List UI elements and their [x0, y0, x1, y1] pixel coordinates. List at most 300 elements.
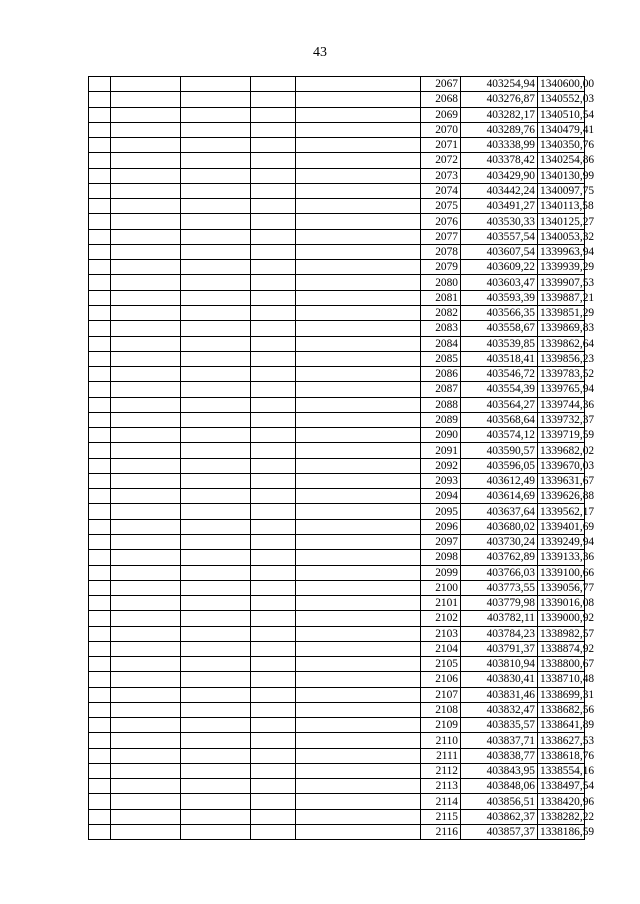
table-row — [89, 214, 585, 229]
table-row — [89, 596, 585, 611]
empty-cell — [111, 351, 181, 366]
point-number-cell: 2073 — [421, 168, 461, 183]
empty-cell — [181, 351, 251, 366]
empty-cell — [181, 122, 251, 137]
x-coordinate-cell: 403862,37 — [461, 809, 538, 824]
y-coordinate-cell: 1338800,67 — [538, 657, 585, 672]
y-coordinate-cell: 1339744,36 — [538, 397, 585, 412]
empty-cell — [251, 580, 296, 595]
table-row — [89, 657, 585, 672]
empty-cell — [111, 504, 181, 519]
empty-cell — [296, 229, 421, 244]
table-row — [89, 183, 585, 198]
point-number-cell: 2096 — [421, 519, 461, 534]
point-number-cell: 2103 — [421, 626, 461, 641]
empty-cell — [89, 580, 111, 595]
empty-cell — [181, 534, 251, 549]
y-coordinate-cell: 1339562,17 — [538, 504, 585, 519]
empty-cell — [296, 122, 421, 137]
empty-cell — [296, 580, 421, 595]
empty-cell — [111, 428, 181, 443]
empty-cell — [111, 809, 181, 824]
empty-cell — [111, 641, 181, 656]
empty-cell — [296, 92, 421, 107]
empty-cell — [181, 397, 251, 412]
table-row — [89, 534, 585, 549]
empty-cell — [251, 397, 296, 412]
x-coordinate-cell: 403762,89 — [461, 550, 538, 565]
empty-cell — [111, 122, 181, 137]
empty-cell — [296, 596, 421, 611]
empty-cell — [181, 214, 251, 229]
empty-cell — [251, 641, 296, 656]
empty-cell — [181, 443, 251, 458]
empty-cell — [111, 702, 181, 717]
empty-cell — [181, 336, 251, 351]
empty-cell — [111, 672, 181, 687]
point-number-cell: 2102 — [421, 611, 461, 626]
y-coordinate-cell: 1338874,92 — [538, 641, 585, 656]
empty-cell — [296, 397, 421, 412]
y-coordinate-cell: 1339765,94 — [538, 382, 585, 397]
table-row — [89, 748, 585, 763]
point-number-cell: 2081 — [421, 290, 461, 305]
point-number-cell: 2092 — [421, 458, 461, 473]
point-number-cell: 2094 — [421, 489, 461, 504]
table-row — [89, 641, 585, 656]
empty-cell — [181, 138, 251, 153]
table-row — [89, 458, 585, 473]
y-coordinate-cell: 1339856,23 — [538, 351, 585, 366]
point-number-cell: 2070 — [421, 122, 461, 137]
empty-cell — [251, 687, 296, 702]
empty-cell — [181, 718, 251, 733]
table-row — [89, 733, 585, 748]
y-coordinate-cell: 1338627,53 — [538, 733, 585, 748]
x-coordinate-cell: 403546,72 — [461, 367, 538, 382]
empty-cell — [251, 443, 296, 458]
table-row — [89, 580, 585, 595]
point-number-cell: 2069 — [421, 107, 461, 122]
table-row — [89, 229, 585, 244]
empty-cell — [181, 367, 251, 382]
y-coordinate-cell: 1338641,89 — [538, 718, 585, 733]
x-coordinate-cell: 403568,64 — [461, 412, 538, 427]
x-coordinate-cell: 403530,33 — [461, 214, 538, 229]
empty-cell — [251, 382, 296, 397]
empty-cell — [251, 214, 296, 229]
y-coordinate-cell: 1339719,59 — [538, 428, 585, 443]
empty-cell — [296, 153, 421, 168]
x-coordinate-cell: 403838,77 — [461, 748, 538, 763]
table-row — [89, 290, 585, 305]
empty-cell — [181, 641, 251, 656]
empty-cell — [251, 305, 296, 320]
empty-cell — [296, 260, 421, 275]
empty-cell — [181, 657, 251, 672]
empty-cell — [296, 718, 421, 733]
table-row — [89, 779, 585, 794]
coordinates-table-body — [89, 77, 595, 840]
x-coordinate-cell: 403830,41 — [461, 672, 538, 687]
point-number-cell: 2097 — [421, 534, 461, 549]
empty-cell — [251, 672, 296, 687]
y-coordinate-cell: 1339056,77 — [538, 580, 585, 595]
y-coordinate-cell: 1339670,03 — [538, 458, 585, 473]
empty-cell — [181, 825, 251, 840]
empty-cell — [111, 397, 181, 412]
empty-cell — [111, 92, 181, 107]
empty-cell — [181, 321, 251, 336]
empty-cell — [89, 153, 111, 168]
table-row — [89, 565, 585, 580]
empty-cell — [181, 504, 251, 519]
table-row — [89, 321, 585, 336]
empty-cell — [89, 443, 111, 458]
empty-cell — [251, 702, 296, 717]
empty-cell — [251, 367, 296, 382]
table-row — [89, 275, 585, 290]
empty-cell — [111, 489, 181, 504]
empty-cell — [89, 779, 111, 794]
empty-cell — [89, 229, 111, 244]
x-coordinate-cell: 403782,11 — [461, 611, 538, 626]
table-row — [89, 626, 585, 641]
empty-cell — [296, 763, 421, 778]
empty-cell — [181, 794, 251, 809]
table-row — [89, 687, 585, 702]
empty-cell — [111, 473, 181, 488]
empty-cell — [296, 107, 421, 122]
x-coordinate-cell: 403856,51 — [461, 794, 538, 809]
table-row — [89, 122, 585, 137]
point-number-cell: 2083 — [421, 321, 461, 336]
empty-cell — [296, 77, 421, 92]
page-number: 43 — [313, 45, 327, 60]
empty-cell — [111, 260, 181, 275]
point-number-cell: 2089 — [421, 412, 461, 427]
empty-cell — [181, 702, 251, 717]
point-number-cell: 2067 — [421, 77, 461, 92]
table-row — [89, 107, 585, 122]
empty-cell — [251, 473, 296, 488]
x-coordinate-cell: 403557,54 — [461, 229, 538, 244]
empty-cell — [181, 199, 251, 214]
point-number-cell: 2095 — [421, 504, 461, 519]
y-coordinate-cell: 1339869,83 — [538, 321, 585, 336]
empty-cell — [296, 504, 421, 519]
empty-cell — [111, 321, 181, 336]
x-coordinate-cell: 403857,37 — [461, 825, 538, 840]
empty-cell — [181, 489, 251, 504]
empty-cell — [251, 168, 296, 183]
x-coordinate-cell: 403832,47 — [461, 702, 538, 717]
point-number-cell: 2110 — [421, 733, 461, 748]
empty-cell — [296, 519, 421, 534]
table-row — [89, 77, 585, 92]
empty-cell — [111, 748, 181, 763]
empty-cell — [181, 809, 251, 824]
empty-cell — [251, 138, 296, 153]
x-coordinate-cell: 403254,94 — [461, 77, 538, 92]
x-coordinate-cell: 403566,35 — [461, 305, 538, 320]
point-number-cell: 2116 — [421, 825, 461, 840]
point-number-cell: 2071 — [421, 138, 461, 153]
empty-cell — [251, 458, 296, 473]
empty-cell — [111, 657, 181, 672]
x-coordinate-cell: 403766,03 — [461, 565, 538, 580]
empty-cell — [296, 321, 421, 336]
empty-cell — [181, 153, 251, 168]
empty-cell — [251, 260, 296, 275]
point-number-cell: 2111 — [421, 748, 461, 763]
empty-cell — [251, 626, 296, 641]
empty-cell — [89, 77, 111, 92]
empty-cell — [111, 611, 181, 626]
empty-cell — [296, 244, 421, 259]
empty-cell — [111, 275, 181, 290]
empty-cell — [111, 183, 181, 198]
point-number-cell: 2100 — [421, 580, 461, 595]
empty-cell — [251, 763, 296, 778]
empty-cell — [89, 168, 111, 183]
point-number-cell: 2109 — [421, 718, 461, 733]
point-number-cell: 2088 — [421, 397, 461, 412]
empty-cell — [89, 596, 111, 611]
table-row — [89, 92, 585, 107]
table-row — [89, 168, 585, 183]
y-coordinate-cell: 1338186,59 — [538, 825, 585, 840]
empty-cell — [181, 611, 251, 626]
point-number-cell: 2077 — [421, 229, 461, 244]
empty-cell — [181, 382, 251, 397]
empty-cell — [89, 473, 111, 488]
empty-cell — [296, 550, 421, 565]
x-coordinate-cell: 403276,87 — [461, 92, 538, 107]
empty-cell — [89, 290, 111, 305]
y-coordinate-cell: 1339963,94 — [538, 244, 585, 259]
table-row — [89, 672, 585, 687]
empty-cell — [89, 718, 111, 733]
empty-cell — [296, 138, 421, 153]
empty-cell — [89, 519, 111, 534]
empty-cell — [251, 825, 296, 840]
table-row — [89, 611, 585, 626]
empty-cell — [181, 763, 251, 778]
y-coordinate-cell: 1339133,36 — [538, 550, 585, 565]
empty-cell — [89, 672, 111, 687]
x-coordinate-cell: 403609,22 — [461, 260, 538, 275]
empty-cell — [111, 718, 181, 733]
empty-cell — [89, 763, 111, 778]
x-coordinate-cell: 403593,39 — [461, 290, 538, 305]
empty-cell — [111, 412, 181, 427]
table-row — [89, 153, 585, 168]
x-coordinate-cell: 403835,57 — [461, 718, 538, 733]
y-coordinate-cell: 1340254,86 — [538, 153, 585, 168]
y-coordinate-cell: 1339682,02 — [538, 443, 585, 458]
point-number-cell: 2087 — [421, 382, 461, 397]
x-coordinate-cell: 403848,06 — [461, 779, 538, 794]
empty-cell — [296, 214, 421, 229]
empty-cell — [181, 244, 251, 259]
y-coordinate-cell: 1339631,67 — [538, 473, 585, 488]
table-row — [89, 473, 585, 488]
empty-cell — [181, 626, 251, 641]
empty-cell — [251, 779, 296, 794]
empty-cell — [111, 214, 181, 229]
table-row — [89, 260, 585, 275]
table-row — [89, 809, 585, 824]
point-number-cell: 2078 — [421, 244, 461, 259]
y-coordinate-cell: 1340113,58 — [538, 199, 585, 214]
x-coordinate-cell: 403518,41 — [461, 351, 538, 366]
point-number-cell: 2093 — [421, 473, 461, 488]
empty-cell — [89, 351, 111, 366]
empty-cell — [89, 687, 111, 702]
empty-cell — [111, 382, 181, 397]
y-coordinate-cell: 1338497,54 — [538, 779, 585, 794]
table-row — [89, 763, 585, 778]
table-row — [89, 397, 585, 412]
point-number-cell: 2115 — [421, 809, 461, 824]
x-coordinate-cell: 403614,69 — [461, 489, 538, 504]
empty-cell — [251, 321, 296, 336]
x-coordinate-cell: 403539,85 — [461, 336, 538, 351]
point-number-cell: 2099 — [421, 565, 461, 580]
y-coordinate-cell: 1339939,29 — [538, 260, 585, 275]
empty-cell — [296, 687, 421, 702]
empty-cell — [111, 687, 181, 702]
x-coordinate-cell: 403596,05 — [461, 458, 538, 473]
empty-cell — [89, 138, 111, 153]
empty-cell — [181, 290, 251, 305]
empty-cell — [181, 733, 251, 748]
empty-cell — [89, 641, 111, 656]
empty-cell — [111, 580, 181, 595]
table-row — [89, 489, 585, 504]
y-coordinate-cell: 1338420,96 — [538, 794, 585, 809]
y-coordinate-cell: 1340350,76 — [538, 138, 585, 153]
empty-cell — [111, 596, 181, 611]
empty-cell — [89, 702, 111, 717]
y-coordinate-cell: 1338710,48 — [538, 672, 585, 687]
y-coordinate-cell: 1339626,88 — [538, 489, 585, 504]
empty-cell — [251, 275, 296, 290]
y-coordinate-cell: 1339851,29 — [538, 305, 585, 320]
empty-cell — [111, 199, 181, 214]
empty-cell — [251, 534, 296, 549]
empty-cell — [296, 534, 421, 549]
empty-cell — [89, 397, 111, 412]
empty-cell — [181, 580, 251, 595]
empty-cell — [111, 153, 181, 168]
point-number-cell: 2075 — [421, 199, 461, 214]
empty-cell — [251, 244, 296, 259]
empty-cell — [251, 611, 296, 626]
empty-cell — [251, 229, 296, 244]
empty-cell — [296, 199, 421, 214]
x-coordinate-cell: 403442,24 — [461, 183, 538, 198]
table-row — [89, 718, 585, 733]
y-coordinate-cell: 1338282,22 — [538, 809, 585, 824]
empty-cell — [251, 183, 296, 198]
empty-cell — [296, 412, 421, 427]
point-number-cell: 2086 — [421, 367, 461, 382]
empty-cell — [89, 183, 111, 198]
empty-cell — [111, 763, 181, 778]
empty-cell — [296, 428, 421, 443]
empty-cell — [296, 458, 421, 473]
table-row — [89, 138, 585, 153]
empty-cell — [89, 260, 111, 275]
empty-cell — [251, 77, 296, 92]
y-coordinate-cell: 1339016,08 — [538, 596, 585, 611]
empty-cell — [89, 748, 111, 763]
x-coordinate-cell: 403491,27 — [461, 199, 538, 214]
empty-cell — [89, 199, 111, 214]
empty-cell — [89, 305, 111, 320]
empty-cell — [251, 519, 296, 534]
point-number-cell: 2090 — [421, 428, 461, 443]
point-number-cell: 2068 — [421, 92, 461, 107]
x-coordinate-cell: 403338,99 — [461, 138, 538, 153]
empty-cell — [111, 244, 181, 259]
y-coordinate-cell: 1339783,52 — [538, 367, 585, 382]
empty-cell — [89, 733, 111, 748]
empty-cell — [251, 794, 296, 809]
y-coordinate-cell: 1340130,99 — [538, 168, 585, 183]
empty-cell — [89, 428, 111, 443]
empty-cell — [89, 92, 111, 107]
empty-cell — [181, 92, 251, 107]
empty-cell — [251, 809, 296, 824]
empty-cell — [111, 825, 181, 840]
empty-cell — [296, 825, 421, 840]
y-coordinate-cell: 1338699,31 — [538, 687, 585, 702]
empty-cell — [251, 489, 296, 504]
empty-cell — [181, 748, 251, 763]
x-coordinate-cell: 403607,54 — [461, 244, 538, 259]
point-number-cell: 2112 — [421, 763, 461, 778]
empty-cell — [111, 168, 181, 183]
point-number-cell: 2085 — [421, 351, 461, 366]
empty-cell — [296, 443, 421, 458]
empty-cell — [251, 351, 296, 366]
table-row — [89, 305, 585, 320]
empty-cell — [111, 305, 181, 320]
empty-cell — [111, 626, 181, 641]
point-number-cell: 2101 — [421, 596, 461, 611]
table-row — [89, 443, 585, 458]
empty-cell — [181, 672, 251, 687]
y-coordinate-cell: 1339907,53 — [538, 275, 585, 290]
empty-cell — [89, 504, 111, 519]
empty-cell — [296, 305, 421, 320]
point-number-cell: 2108 — [421, 702, 461, 717]
point-number-cell: 2080 — [421, 275, 461, 290]
empty-cell — [89, 809, 111, 824]
empty-cell — [296, 336, 421, 351]
empty-cell — [296, 657, 421, 672]
empty-cell — [251, 107, 296, 122]
empty-cell — [89, 626, 111, 641]
point-number-cell: 2072 — [421, 153, 461, 168]
empty-cell — [181, 260, 251, 275]
table-row — [89, 519, 585, 534]
empty-cell — [251, 657, 296, 672]
coordinates-table — [88, 76, 595, 840]
